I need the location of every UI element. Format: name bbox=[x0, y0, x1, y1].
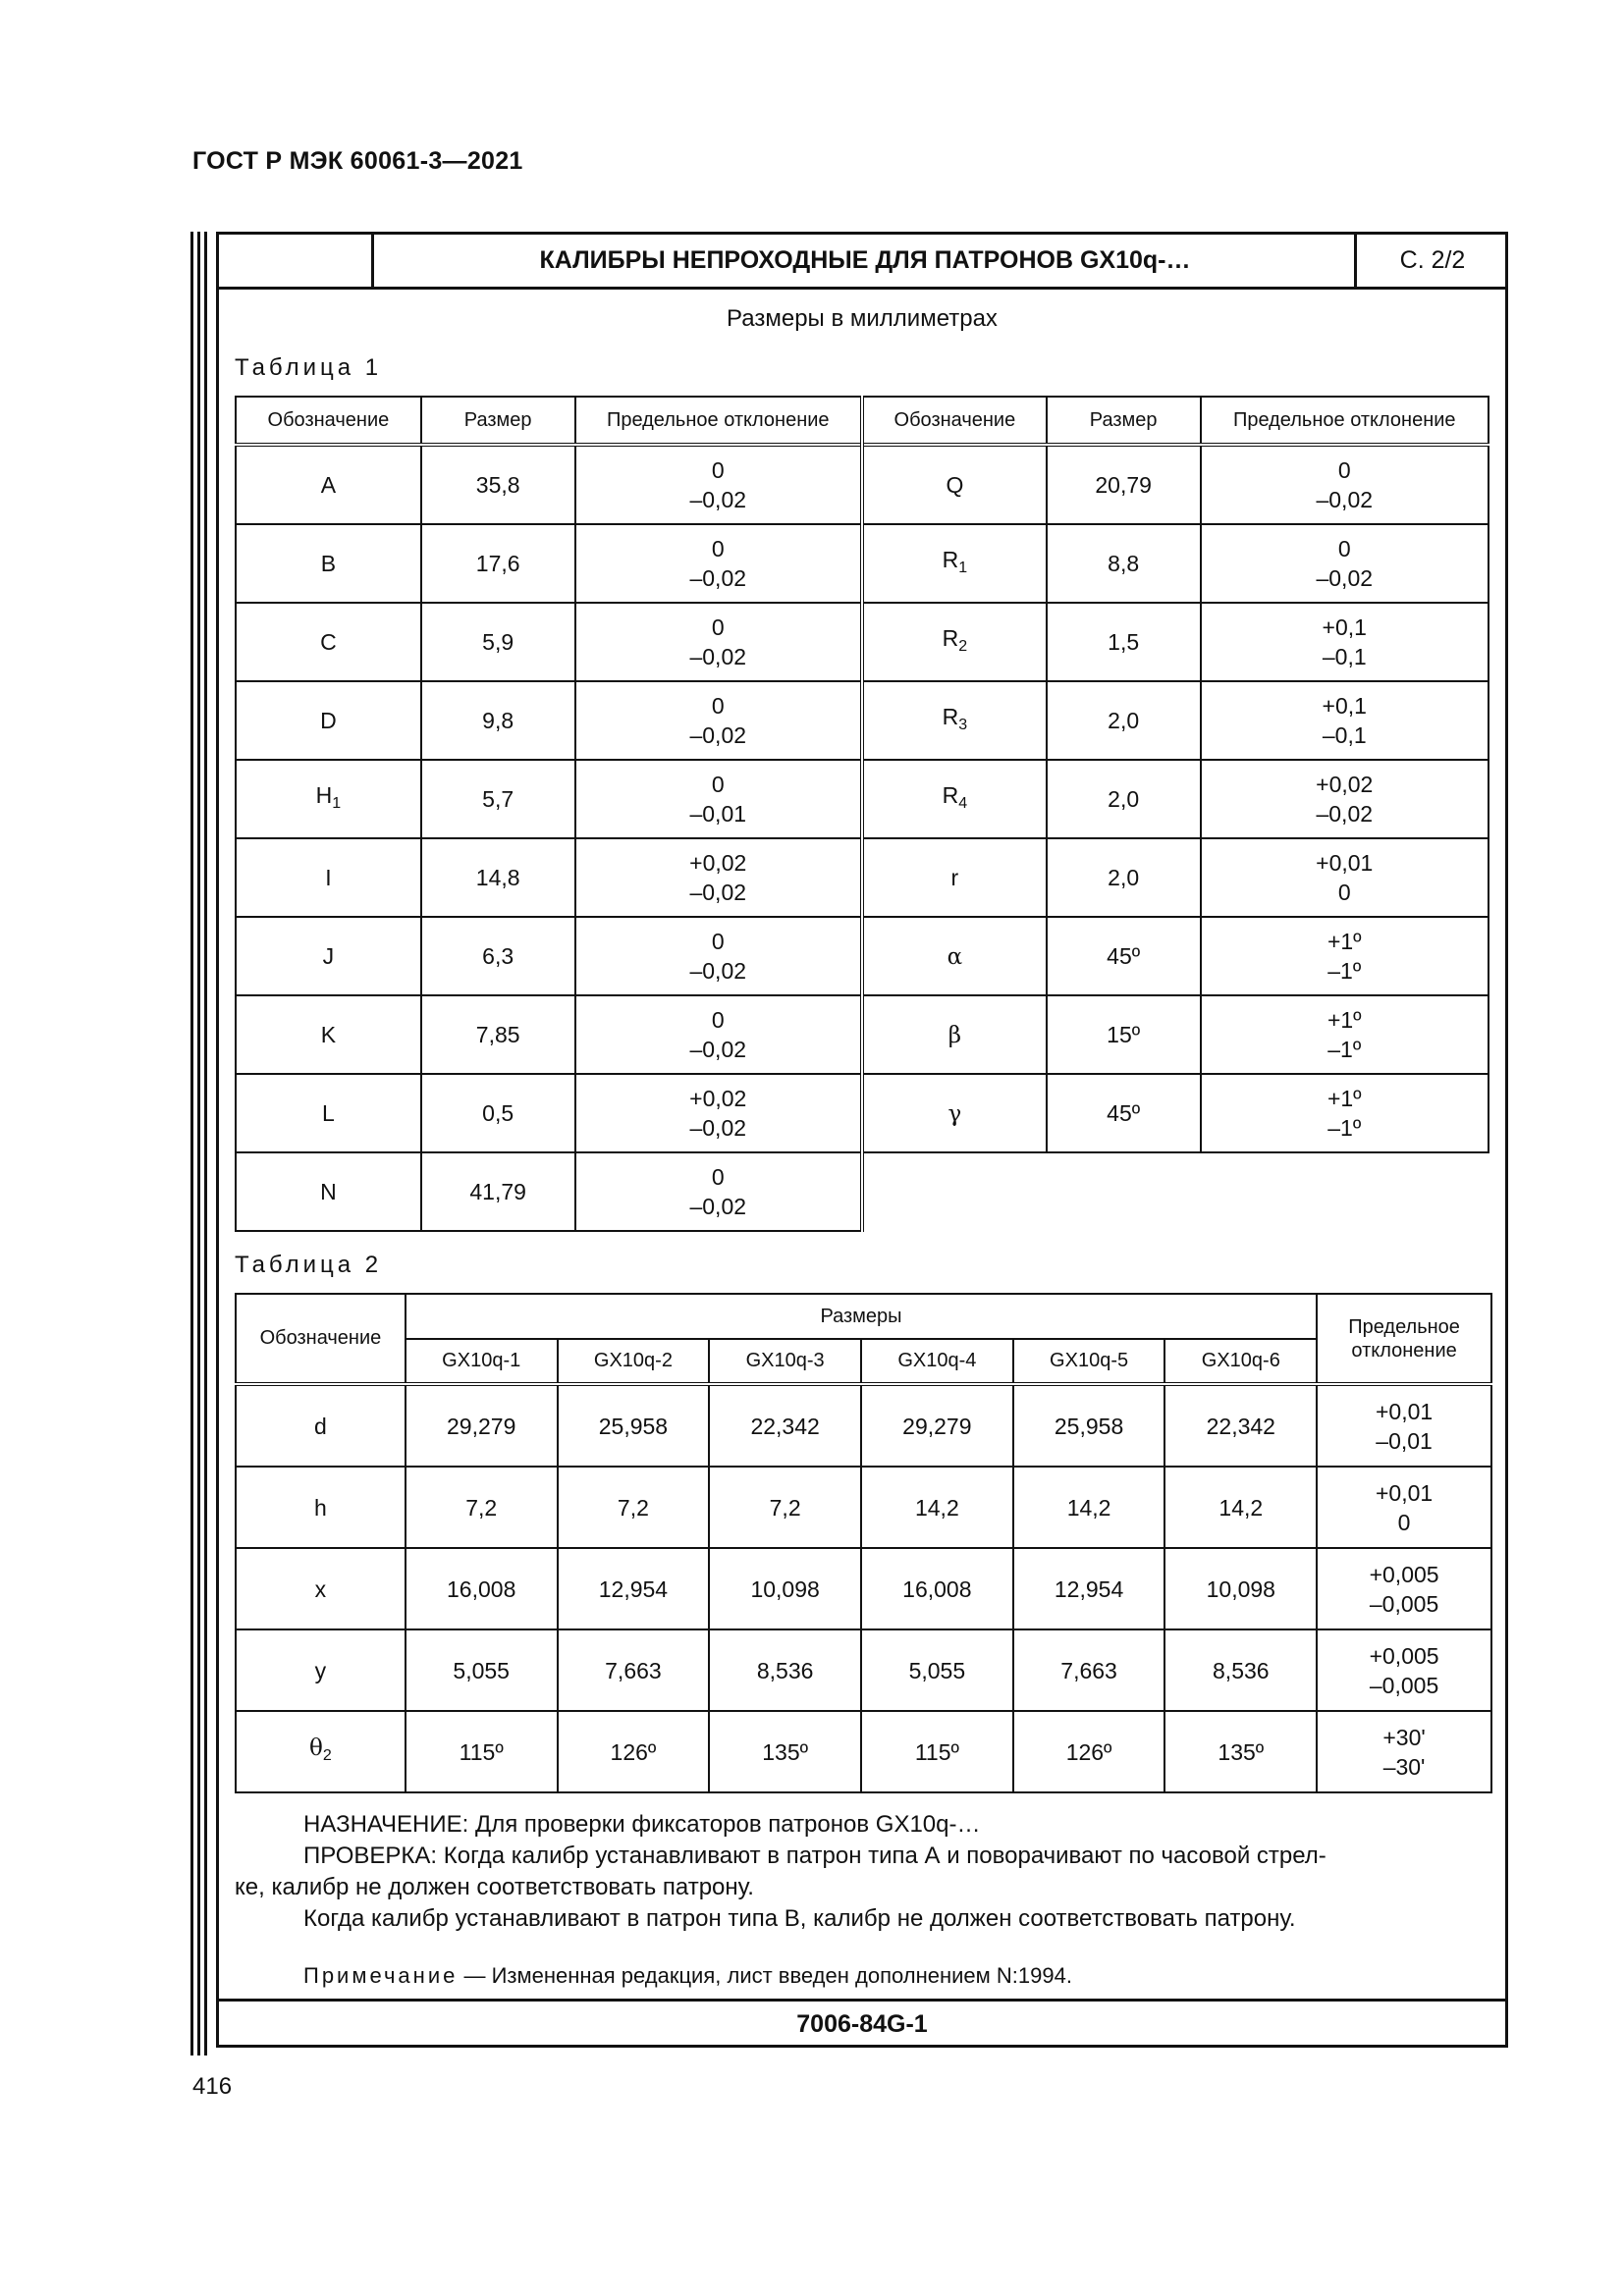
tolerance-lower: –0,02 bbox=[689, 880, 747, 905]
value-cell: 7,2 bbox=[709, 1467, 861, 1548]
tolerance-lower: –0,01 bbox=[689, 801, 747, 827]
tolerance-cell bbox=[575, 838, 862, 917]
designation-cell bbox=[236, 524, 421, 603]
tolerance-cell bbox=[1317, 1384, 1491, 1467]
t1-header-size: Размер bbox=[421, 397, 575, 445]
tolerance-upper: +0,02 bbox=[1316, 772, 1374, 797]
t1-header-tolerance: Предельное отклонение bbox=[1201, 397, 1489, 445]
symbol: R bbox=[942, 781, 959, 808]
binding-line bbox=[204, 232, 207, 2056]
tolerance-upper: 0 bbox=[1337, 536, 1351, 561]
table-row bbox=[236, 1548, 1491, 1629]
symbol-subscript: 1 bbox=[332, 794, 342, 812]
symbol: C bbox=[320, 629, 337, 655]
column-header-gx10q-2: GX10q-2 bbox=[558, 1339, 710, 1384]
tolerance-lower: –0,02 bbox=[689, 1115, 747, 1141]
tolerance-cell bbox=[1201, 1074, 1489, 1152]
column-header-gx10q-5: GX10q-5 bbox=[1013, 1339, 1165, 1384]
tolerance-lower: –0,02 bbox=[689, 1194, 747, 1219]
size-cell: 1,5 bbox=[1047, 603, 1201, 681]
symbol: x bbox=[314, 1575, 327, 1602]
size-cell: 2,0 bbox=[1047, 838, 1201, 917]
value-cell: 115º bbox=[861, 1711, 1013, 1792]
value-cell: 12,954 bbox=[1013, 1548, 1165, 1629]
designation-cell bbox=[236, 603, 421, 681]
value-cell: 14,2 bbox=[1013, 1467, 1165, 1548]
size-cell: 6,3 bbox=[421, 917, 575, 995]
symbol: D bbox=[320, 708, 337, 733]
tolerance-upper: +0,005 bbox=[1369, 1561, 1439, 1587]
page-number: 416 bbox=[192, 2073, 233, 2100]
symbol: K bbox=[320, 1022, 337, 1047]
value-cell: 25,958 bbox=[1013, 1384, 1165, 1467]
empty-cell bbox=[1047, 1152, 1201, 1231]
tolerance-cell bbox=[575, 1074, 862, 1152]
tolerance-upper: +0,02 bbox=[689, 850, 747, 876]
tolerance-cell bbox=[575, 681, 862, 760]
symbol: d bbox=[314, 1413, 327, 1439]
value-cell: 135º bbox=[709, 1711, 861, 1792]
tolerance-cell bbox=[1201, 603, 1489, 681]
tolerance-lower: –0,1 bbox=[1322, 644, 1367, 669]
size-cell: 0,5 bbox=[421, 1074, 575, 1152]
tolerance-cell bbox=[575, 1152, 862, 1231]
tolerance-upper: 0 bbox=[711, 693, 725, 719]
table-row bbox=[236, 1467, 1491, 1548]
binding-line bbox=[197, 232, 200, 2056]
t1-header-designation: Обозначение bbox=[862, 397, 1047, 445]
size-cell: 20,79 bbox=[1047, 445, 1201, 524]
symbol: h bbox=[314, 1494, 327, 1521]
size-cell: 41,79 bbox=[421, 1152, 575, 1231]
designation-cell bbox=[862, 838, 1047, 917]
size-cell: 15º bbox=[1047, 995, 1201, 1074]
designation-cell bbox=[236, 445, 421, 524]
tolerance-upper: 0 bbox=[711, 457, 725, 483]
table-row bbox=[236, 524, 1489, 603]
size-cell: 2,0 bbox=[1047, 760, 1201, 838]
tolerance-lower: –0,02 bbox=[1316, 565, 1374, 591]
table-row bbox=[236, 1384, 1491, 1467]
value-cell: 16,008 bbox=[861, 1548, 1013, 1629]
designation-cell bbox=[236, 1711, 406, 1792]
table-row bbox=[236, 838, 1489, 917]
symbol: I bbox=[325, 865, 332, 890]
value-cell: 115º bbox=[406, 1711, 558, 1792]
designation-cell bbox=[862, 760, 1047, 838]
tolerance-cell bbox=[1317, 1548, 1491, 1629]
symbol: r bbox=[950, 865, 959, 890]
size-cell: 5,7 bbox=[421, 760, 575, 838]
symbol: γ bbox=[947, 1100, 962, 1127]
tolerance-cell bbox=[1201, 995, 1489, 1074]
symbol: β bbox=[947, 1022, 962, 1048]
tolerance-upper: +0,01 bbox=[1316, 850, 1374, 876]
value-cell: 14,2 bbox=[1164, 1467, 1317, 1548]
value-cell: 126º bbox=[1013, 1711, 1165, 1792]
units-note: Размеры в миллиметрах bbox=[727, 305, 998, 332]
designation-cell bbox=[236, 1074, 421, 1152]
sheet-title: КАЛИБРЫ НЕПРОХОДНЫЕ ДЛЯ ПАТРОНОВ GX10q-… bbox=[539, 246, 1191, 274]
value-cell: 16,008 bbox=[406, 1548, 558, 1629]
size-cell: 17,6 bbox=[421, 524, 575, 603]
standard-header: ГОСТ Р МЭК 60061-3—2021 bbox=[192, 147, 523, 175]
tolerance-lower: –0,02 bbox=[689, 487, 747, 512]
tolerance-upper: +0,1 bbox=[1322, 693, 1367, 719]
symbol: J bbox=[322, 943, 335, 969]
tolerance-cell bbox=[575, 524, 862, 603]
title-blank-cell bbox=[219, 235, 374, 287]
value-cell: 8,536 bbox=[1164, 1629, 1317, 1711]
tolerance-cell bbox=[575, 917, 862, 995]
designation-cell bbox=[236, 1548, 406, 1629]
value-cell: 135º bbox=[1164, 1711, 1317, 1792]
table1-caption: Таблица 1 bbox=[235, 354, 383, 381]
tolerance-upper: 0 bbox=[711, 929, 725, 954]
tolerance-upper: +1º bbox=[1326, 929, 1362, 954]
t1-header-designation: Обозначение bbox=[236, 397, 421, 445]
table-row bbox=[236, 1074, 1489, 1152]
column-header-gx10q-3: GX10q-3 bbox=[709, 1339, 861, 1384]
table-row bbox=[236, 760, 1489, 838]
t1-header-size: Размер bbox=[1047, 397, 1201, 445]
tolerance-cell bbox=[1201, 760, 1489, 838]
tolerance-lower: –0,02 bbox=[689, 644, 747, 669]
value-cell: 25,958 bbox=[558, 1384, 710, 1467]
tolerance-cell bbox=[1201, 838, 1489, 917]
symbol: B bbox=[320, 551, 337, 576]
tolerance-cell bbox=[1317, 1711, 1491, 1792]
column-header-gx10q-6: GX10q-6 bbox=[1164, 1339, 1317, 1384]
value-cell: 7,663 bbox=[1013, 1629, 1165, 1711]
tolerance-upper: 0 bbox=[711, 614, 725, 640]
tolerance-upper: 0 bbox=[1337, 457, 1351, 483]
tolerance-cell bbox=[1201, 917, 1489, 995]
designation-cell bbox=[236, 1384, 406, 1467]
table-row bbox=[236, 1629, 1491, 1711]
tolerance-cell bbox=[575, 445, 862, 524]
tolerance-upper: 0 bbox=[711, 1007, 725, 1033]
empty-cell bbox=[862, 1152, 1047, 1231]
table2-subheader-row bbox=[236, 1339, 1491, 1384]
table-row bbox=[236, 681, 1489, 760]
purpose-text: НАЗНАЧЕНИЕ: Для проверки фиксаторов патронов GX10q-… bbox=[303, 1811, 981, 1838]
tolerance-lower: –0,02 bbox=[1316, 801, 1374, 827]
tolerance-cell bbox=[575, 603, 862, 681]
size-cell: 45º bbox=[1047, 917, 1201, 995]
value-cell: 126º bbox=[558, 1711, 710, 1792]
symbol: α bbox=[947, 943, 963, 970]
size-cell: 7,85 bbox=[421, 995, 575, 1074]
check-type-b-text: Когда калибр устанавливают в патрон типа B, калибр не должен соответствовать патрону. bbox=[303, 1905, 1296, 1932]
drawing-sheet bbox=[216, 232, 1508, 2048]
symbol: R bbox=[942, 546, 959, 572]
value-cell: 7,2 bbox=[406, 1467, 558, 1548]
designation-cell bbox=[236, 1629, 406, 1711]
tolerance-lower: –1º bbox=[1327, 1037, 1362, 1062]
symbol-subscript: 3 bbox=[958, 716, 968, 733]
tolerance-lower: –0,02 bbox=[689, 958, 747, 984]
tolerance-lower: –1º bbox=[1327, 1115, 1362, 1141]
value-cell: 29,279 bbox=[861, 1384, 1013, 1467]
value-cell: 22,342 bbox=[1164, 1384, 1317, 1467]
t2-header-designation: Обозначение bbox=[236, 1294, 406, 1384]
size-cell: 8,8 bbox=[1047, 524, 1201, 603]
designation-cell bbox=[236, 995, 421, 1074]
table2-caption: Таблица 2 bbox=[235, 1252, 383, 1278]
tolerance-upper: 0 bbox=[711, 1164, 725, 1190]
value-cell: 5,055 bbox=[861, 1629, 1013, 1711]
symbol: θ bbox=[309, 1735, 323, 1761]
tolerance-lower: –30' bbox=[1382, 1753, 1426, 1780]
tolerance-cell bbox=[1201, 445, 1489, 524]
tolerance-upper: +0,1 bbox=[1322, 614, 1367, 640]
designation-cell bbox=[236, 1152, 421, 1231]
tolerance-lower: –0,02 bbox=[689, 1037, 747, 1062]
symbol: A bbox=[320, 472, 337, 498]
tolerance-lower: –0,02 bbox=[689, 565, 747, 591]
tolerance-upper: +1º bbox=[1326, 1007, 1362, 1033]
note bbox=[303, 1963, 1072, 1989]
tolerance-cell bbox=[1317, 1629, 1491, 1711]
designation-cell bbox=[236, 1467, 406, 1548]
symbol-subscript: 4 bbox=[958, 794, 968, 812]
empty-cell bbox=[1201, 1152, 1489, 1231]
symbol: R bbox=[942, 624, 959, 651]
table-row bbox=[236, 995, 1489, 1074]
value-cell: 14,2 bbox=[861, 1467, 1013, 1548]
table1-header-row bbox=[236, 397, 1489, 445]
tolerance-cell bbox=[575, 760, 862, 838]
designation-cell bbox=[236, 760, 421, 838]
size-cell: 35,8 bbox=[421, 445, 575, 524]
note-label: Примечание bbox=[303, 1963, 459, 1988]
tolerance-cell bbox=[1201, 681, 1489, 760]
tolerance-upper: +30' bbox=[1382, 1724, 1426, 1750]
tolerance-lower: –0,005 bbox=[1369, 1590, 1439, 1617]
size-cell: 5,9 bbox=[421, 603, 575, 681]
value-cell: 12,954 bbox=[558, 1548, 710, 1629]
table-row bbox=[236, 603, 1489, 681]
tolerance-upper: +1º bbox=[1326, 1086, 1362, 1111]
sheet-number: С. 2/2 bbox=[1354, 235, 1508, 287]
table-row bbox=[236, 1152, 1489, 1231]
designation-cell bbox=[862, 445, 1047, 524]
table2-header-row bbox=[236, 1294, 1491, 1339]
t2-header-sizes: Размеры bbox=[406, 1294, 1317, 1339]
tolerance-upper: +0,02 bbox=[689, 1086, 747, 1111]
tolerance-lower: 0 bbox=[1337, 880, 1351, 905]
tolerance-lower: –1º bbox=[1327, 958, 1362, 984]
binding-line bbox=[190, 232, 193, 2056]
tolerance-lower: –0,02 bbox=[689, 722, 747, 748]
designation-cell bbox=[236, 681, 421, 760]
tolerance-lower: 0 bbox=[1397, 1509, 1411, 1535]
size-cell: 9,8 bbox=[421, 681, 575, 760]
table-row bbox=[236, 1711, 1491, 1792]
tolerance-cell bbox=[1317, 1467, 1491, 1548]
size-cell: 14,8 bbox=[421, 838, 575, 917]
title-block bbox=[219, 235, 1505, 290]
tolerance-cell bbox=[1201, 524, 1489, 603]
value-cell: 7,663 bbox=[558, 1629, 710, 1711]
designation-cell bbox=[862, 995, 1047, 1074]
designation-cell bbox=[236, 838, 421, 917]
value-cell: 10,098 bbox=[709, 1548, 861, 1629]
table-row bbox=[236, 917, 1489, 995]
tolerance-upper: +0,01 bbox=[1375, 1398, 1434, 1424]
symbol: R bbox=[942, 703, 959, 729]
value-cell: 22,342 bbox=[709, 1384, 861, 1467]
tolerance-upper: +0,005 bbox=[1369, 1642, 1439, 1669]
symbol: H bbox=[315, 781, 333, 808]
symbol: L bbox=[322, 1100, 335, 1126]
symbol-subscript: 2 bbox=[322, 1747, 332, 1764]
check-text-line2: ке, калибр не должен соответствовать патрону. bbox=[235, 1874, 754, 1900]
check-text-line1: ПРОВЕРКА: Когда калибр устанавливают в патрон типа А и поворачивают по часовой стрел- bbox=[303, 1842, 1326, 1869]
t1-header-tolerance: Предельное отклонение bbox=[575, 397, 862, 445]
designation-cell bbox=[862, 524, 1047, 603]
value-cell: 29,279 bbox=[406, 1384, 558, 1467]
designation-cell bbox=[862, 917, 1047, 995]
designation-cell bbox=[862, 681, 1047, 760]
tolerance-upper: +0,01 bbox=[1375, 1479, 1434, 1506]
tolerance-cell bbox=[575, 995, 862, 1074]
tolerance-upper: 0 bbox=[711, 536, 725, 561]
designation-cell bbox=[862, 603, 1047, 681]
tolerance-lower: –0,01 bbox=[1376, 1427, 1433, 1454]
value-cell: 7,2 bbox=[558, 1467, 710, 1548]
table-2 bbox=[235, 1293, 1492, 1793]
tolerance-lower: –0,1 bbox=[1322, 722, 1367, 748]
size-cell: 45º bbox=[1047, 1074, 1201, 1152]
symbol-subscript: 2 bbox=[958, 637, 968, 655]
value-cell: 8,536 bbox=[709, 1629, 861, 1711]
drawing-code: 7006-84G-1 bbox=[219, 1999, 1505, 2048]
value-cell: 5,055 bbox=[406, 1629, 558, 1711]
size-cell: 2,0 bbox=[1047, 681, 1201, 760]
table-row bbox=[236, 445, 1489, 524]
tolerance-upper: 0 bbox=[711, 772, 725, 797]
tolerance-lower: –0,02 bbox=[1316, 487, 1374, 512]
column-header-gx10q-1: GX10q-1 bbox=[406, 1339, 558, 1384]
tolerance-lower: –0,005 bbox=[1369, 1672, 1439, 1698]
symbol: N bbox=[320, 1179, 337, 1204]
symbol: y bbox=[314, 1657, 327, 1683]
value-cell: 10,098 bbox=[1164, 1548, 1317, 1629]
designation-cell bbox=[236, 917, 421, 995]
note-text: — Измененная редакция, лист введен дополнением N:1994. bbox=[458, 1963, 1072, 1988]
designation-cell bbox=[862, 1074, 1047, 1152]
symbol-subscript: 1 bbox=[958, 559, 968, 576]
table-1 bbox=[235, 396, 1489, 1232]
column-header-gx10q-4: GX10q-4 bbox=[861, 1339, 1013, 1384]
symbol: Q bbox=[946, 472, 964, 498]
t2-header-tolerance: Предельное отклонение bbox=[1317, 1294, 1491, 1384]
